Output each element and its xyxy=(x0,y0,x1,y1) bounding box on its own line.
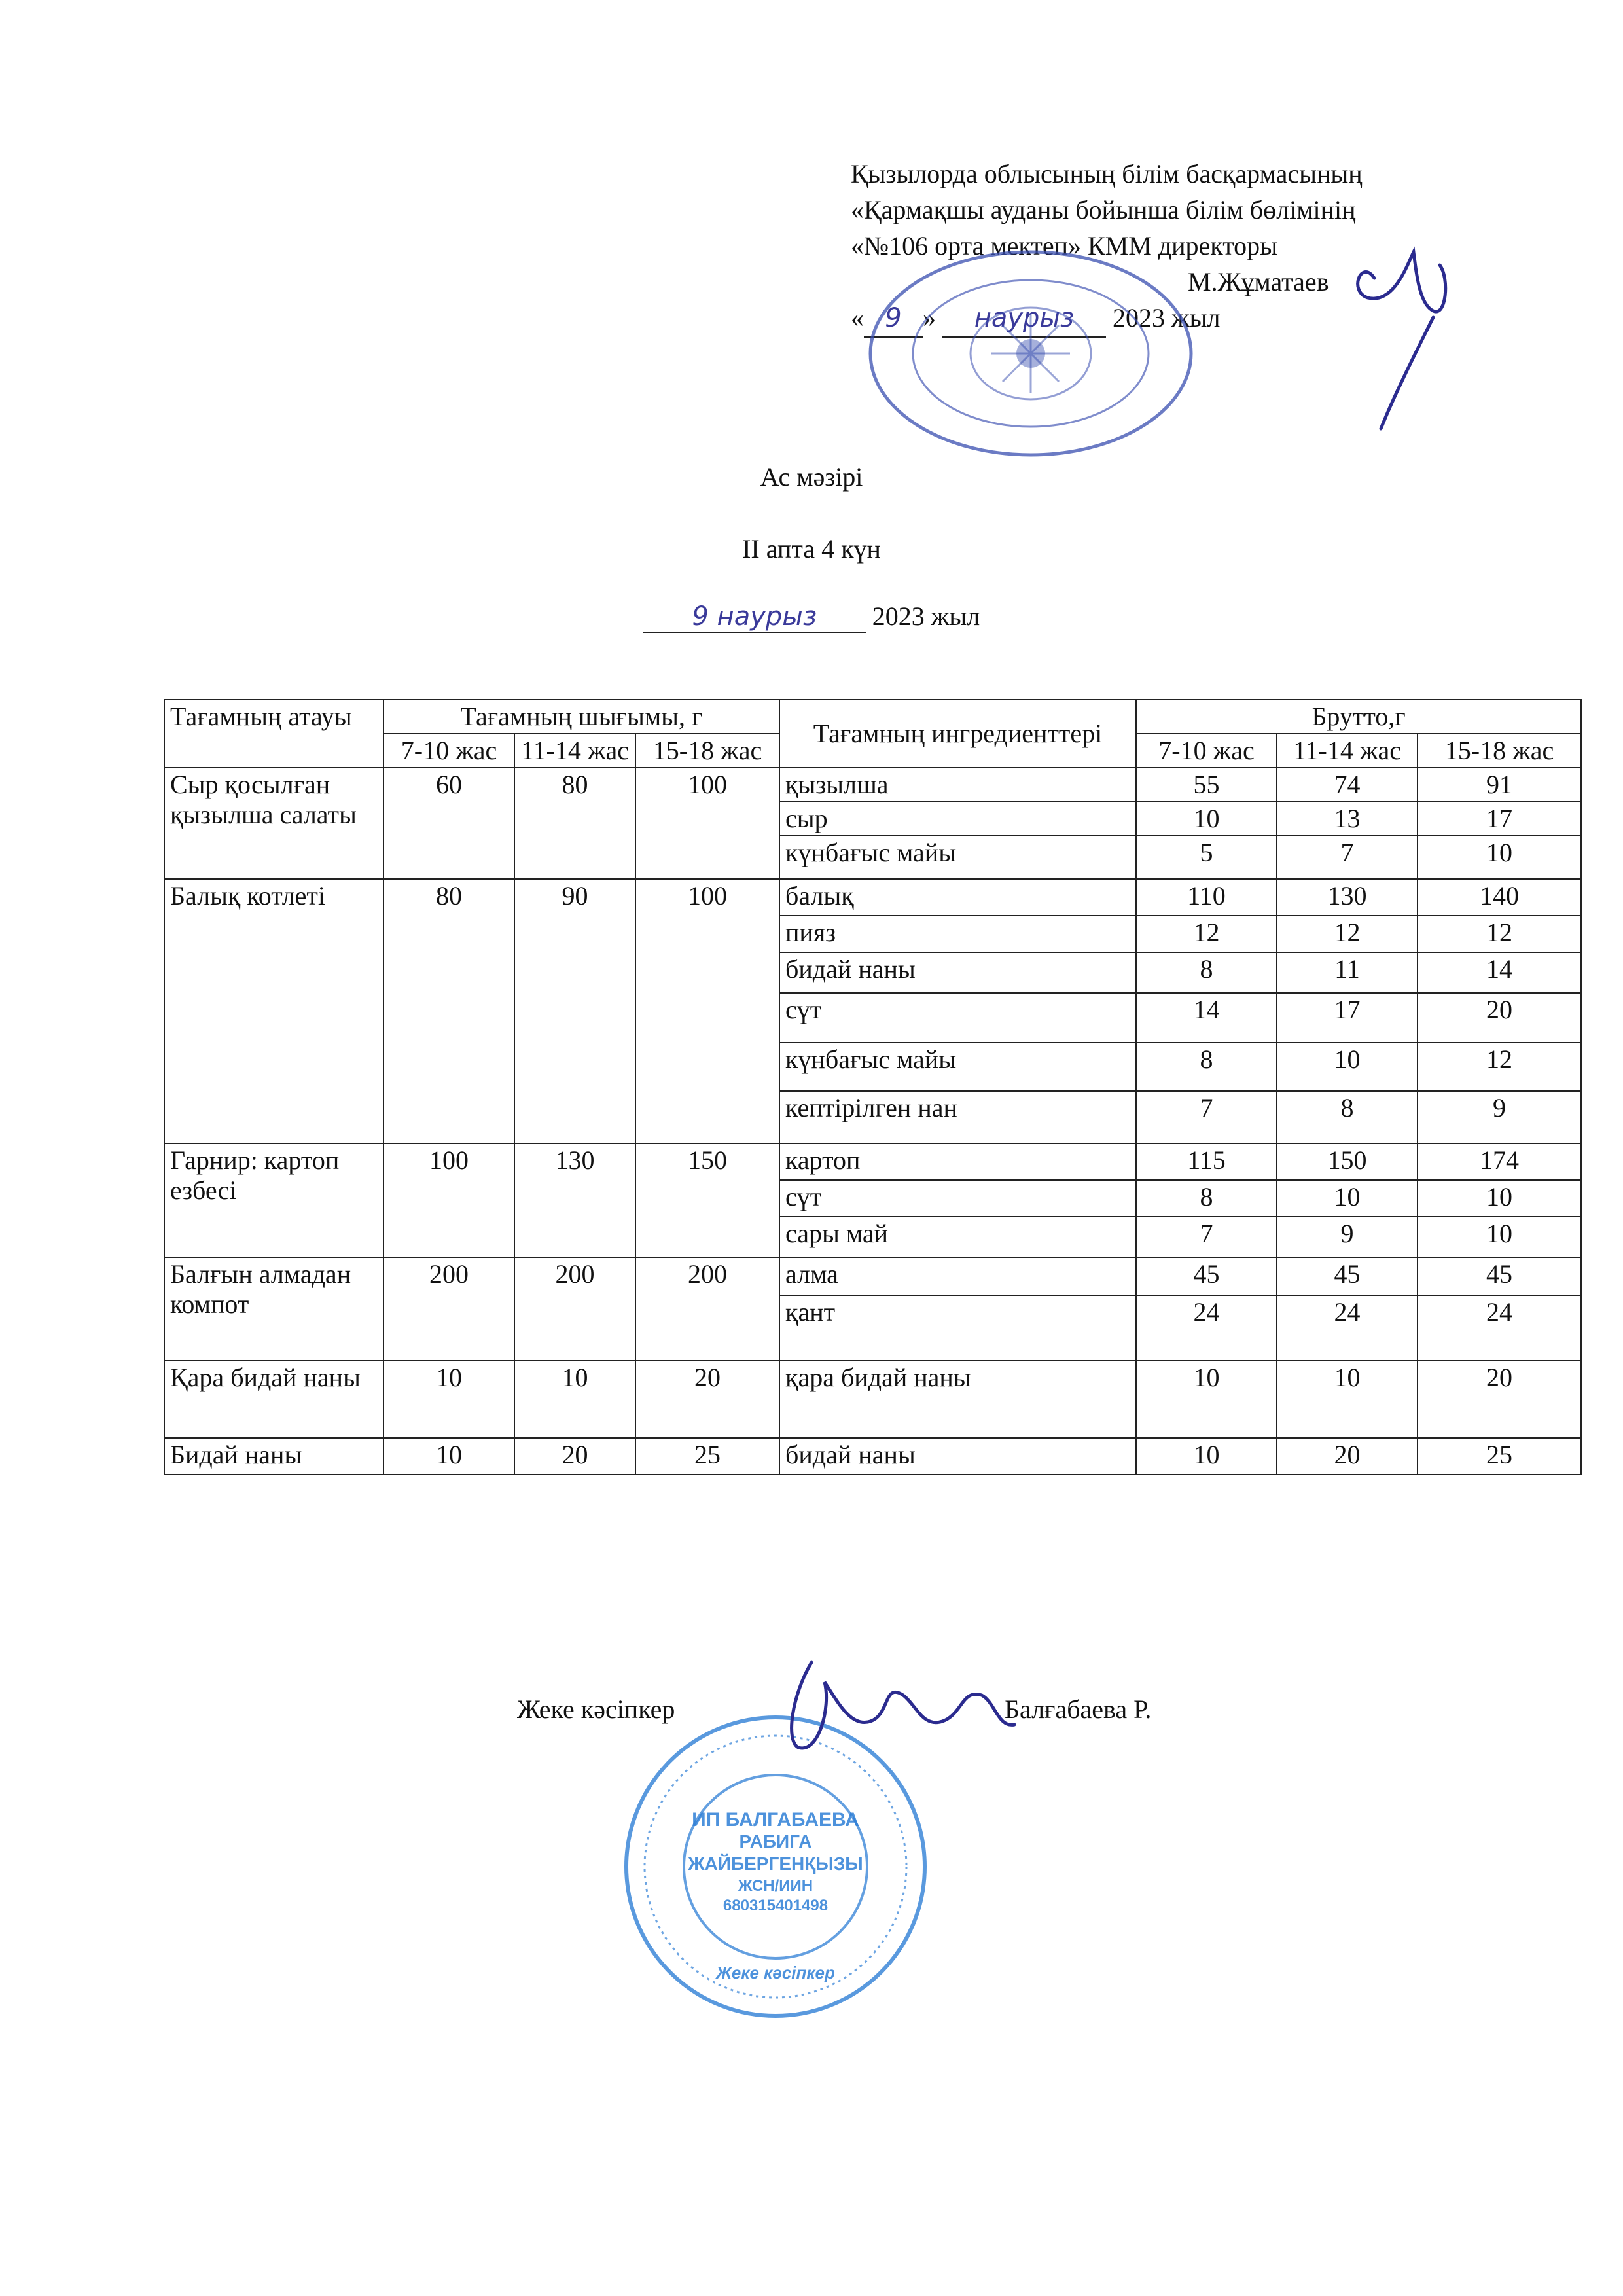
brutto-11-14: 10 xyxy=(1277,1180,1418,1217)
output-11-14: 20 xyxy=(514,1438,635,1475)
brutto-7-10: 8 xyxy=(1136,1043,1277,1091)
dish-name: Сыр қосылған қызылша салаты xyxy=(164,768,383,879)
date-quote-open: « xyxy=(851,303,864,332)
ingredient-name: пияз xyxy=(779,916,1136,952)
output-7-10: 80 xyxy=(383,879,514,1143)
director-signature xyxy=(1335,239,1466,435)
ingredient-name: сыр xyxy=(779,802,1136,836)
brutto-7-10: 24 xyxy=(1136,1295,1277,1361)
menu-title: Ас мәзірі xyxy=(760,462,863,492)
brutto-15-18: 24 xyxy=(1418,1295,1581,1361)
brutto-7-10: 5 xyxy=(1136,836,1277,879)
brutto-11-14: 17 xyxy=(1277,993,1418,1043)
output-15-18: 25 xyxy=(635,1438,779,1475)
brutto-15-18: 10 xyxy=(1418,1217,1581,1257)
date-day: 9 xyxy=(864,300,923,338)
stamp-text-bottom: Жеке кәсіпкер xyxy=(716,1963,835,1982)
header-brutto-age-7-10: 7-10 жас xyxy=(1136,734,1277,768)
output-7-10: 200 xyxy=(383,1257,514,1361)
header-brutto: Брутто,г xyxy=(1136,700,1581,734)
dish-name: Қара бидай наны xyxy=(164,1361,383,1438)
brutto-11-14: 150 xyxy=(1277,1143,1418,1180)
stamp-text-2: РАБИГА xyxy=(739,1831,812,1852)
header-output-age-15-18: 15-18 жас xyxy=(635,734,779,768)
table-row xyxy=(164,879,1581,916)
entrepreneur-signature xyxy=(772,1643,1021,1774)
brutto-11-14: 7 xyxy=(1277,836,1418,879)
menu-table xyxy=(164,699,1582,1475)
ingredient-name: кептірілген нан xyxy=(779,1091,1136,1143)
brutto-15-18: 140 xyxy=(1418,879,1581,916)
header-brutto-age-15-18: 15-18 жас xyxy=(1418,734,1581,768)
brutto-7-10: 45 xyxy=(1136,1257,1277,1295)
dish-name: Гарнир: картоп езбесі xyxy=(164,1143,383,1257)
brutto-15-18: 45 xyxy=(1418,1257,1581,1295)
stamp-text-3: ЖАЙБЕРГЕНҚЫЗЫ xyxy=(688,1854,863,1874)
brutto-7-10: 115 xyxy=(1136,1143,1277,1180)
brutto-11-14: 11 xyxy=(1277,952,1418,993)
brutto-7-10: 7 xyxy=(1136,1217,1277,1257)
director-name: М.Жұматаев xyxy=(1188,267,1329,296)
ingredient-name: күнбағыс майы xyxy=(779,836,1136,879)
brutto-11-14: 10 xyxy=(1277,1043,1418,1091)
ingredient-name: сары май xyxy=(779,1217,1136,1257)
brutto-11-14: 130 xyxy=(1277,879,1418,916)
approval-line-1: Қызылорда облысының білім басқармасының xyxy=(851,159,1363,188)
ingredient-name: қара бидай наны xyxy=(779,1361,1136,1438)
output-7-10: 10 xyxy=(383,1438,514,1475)
header-output-age-7-10: 7-10 жас xyxy=(383,734,514,768)
entrepreneur-name: Балғабаева Р. xyxy=(1005,1695,1152,1724)
school-stamp xyxy=(864,245,1198,461)
brutto-15-18: 14 xyxy=(1418,952,1581,993)
output-15-18: 200 xyxy=(635,1257,779,1361)
brutto-15-18: 9 xyxy=(1418,1091,1581,1143)
ingredient-name: картоп xyxy=(779,1143,1136,1180)
brutto-15-18: 174 xyxy=(1418,1143,1581,1180)
output-11-14: 80 xyxy=(514,768,635,879)
brutto-15-18: 20 xyxy=(1418,1361,1581,1438)
table-row xyxy=(164,1143,1581,1180)
ingredient-name: қант xyxy=(779,1295,1136,1361)
output-11-14: 200 xyxy=(514,1257,635,1361)
brutto-15-18: 20 xyxy=(1418,993,1581,1043)
date-quote-close: » xyxy=(923,303,936,332)
ingredient-name: күнбағыс майы xyxy=(779,1043,1136,1091)
brutto-15-18: 91 xyxy=(1418,768,1581,802)
week-day: II апта 4 күн xyxy=(742,534,881,564)
brutto-15-18: 10 xyxy=(1418,1180,1581,1217)
brutto-15-18: 12 xyxy=(1418,916,1581,952)
header-ingredients: Тағамның ингредиенттері xyxy=(779,700,1136,768)
ingredient-name: бидай наны xyxy=(779,952,1136,993)
stamp-text-5: 680315401498 xyxy=(722,1897,829,1914)
brutto-11-14: 13 xyxy=(1277,802,1418,836)
ingredient-name: бидай наны xyxy=(779,1438,1136,1475)
approval-line-3: «№106 орта мектеп» КММ директоры xyxy=(851,231,1278,260)
header-dish-name: Тағамның атауы xyxy=(164,700,383,768)
brutto-15-18: 25 xyxy=(1418,1438,1581,1475)
ingredient-name: алма xyxy=(779,1257,1136,1295)
brutto-7-10: 10 xyxy=(1136,1438,1277,1475)
menu-date-year: 2023 жыл xyxy=(872,601,980,631)
brutto-11-14: 20 xyxy=(1277,1438,1418,1475)
brutto-7-10: 8 xyxy=(1136,1180,1277,1217)
output-11-14: 130 xyxy=(514,1143,635,1257)
brutto-11-14: 24 xyxy=(1277,1295,1418,1361)
ingredient-name: балық xyxy=(779,879,1136,916)
table-row xyxy=(164,1257,1581,1295)
brutto-7-10: 14 xyxy=(1136,993,1277,1043)
brutto-11-14: 45 xyxy=(1277,1257,1418,1295)
table-row xyxy=(164,1361,1581,1438)
brutto-15-18: 10 xyxy=(1418,836,1581,879)
brutto-11-14: 74 xyxy=(1277,768,1418,802)
approval-line-2: «Қармақшы ауданы бойынша білім бөлімінің xyxy=(851,195,1356,224)
ingredient-name: қызылша xyxy=(779,768,1136,802)
stamp-text-1: ИП БАЛГАБАЕВА xyxy=(692,1809,859,1831)
brutto-7-10: 12 xyxy=(1136,916,1277,952)
brutto-11-14: 8 xyxy=(1277,1091,1418,1143)
menu-body xyxy=(164,768,1581,1475)
table-row xyxy=(164,768,1581,802)
output-11-14: 10 xyxy=(514,1361,635,1438)
header-brutto-age-11-14: 11-14 жас xyxy=(1277,734,1418,768)
output-15-18: 100 xyxy=(635,879,779,1143)
brutto-7-10: 10 xyxy=(1136,802,1277,836)
output-7-10: 100 xyxy=(383,1143,514,1257)
brutto-7-10: 8 xyxy=(1136,952,1277,993)
stamp-text-4: ЖСН/ИИН xyxy=(738,1877,813,1895)
brutto-7-10: 55 xyxy=(1136,768,1277,802)
brutto-11-14: 10 xyxy=(1277,1361,1418,1438)
ingredient-name: сүт xyxy=(779,1180,1136,1217)
table-row xyxy=(164,1438,1581,1475)
brutto-15-18: 12 xyxy=(1418,1043,1581,1091)
ingredient-name: сүт xyxy=(779,993,1136,1043)
header-output: Тағамның шығымы, г xyxy=(383,700,779,734)
brutto-7-10: 10 xyxy=(1136,1361,1277,1438)
school-stamp-graphic xyxy=(864,245,1198,461)
output-15-18: 150 xyxy=(635,1143,779,1257)
menu-date-hand: 9 наурыз xyxy=(643,601,866,633)
header-output-age-11-14: 11-14 жас xyxy=(514,734,635,768)
date-year: 2023 жыл xyxy=(1113,303,1221,332)
date-month: наурыз xyxy=(942,300,1106,338)
menu-date xyxy=(0,601,1623,633)
output-15-18: 20 xyxy=(635,1361,779,1438)
brutto-15-18: 17 xyxy=(1418,802,1581,836)
dish-name: Балғын алмадан компот xyxy=(164,1257,383,1361)
brutto-7-10: 110 xyxy=(1136,879,1277,916)
dish-name: Бидай наны xyxy=(164,1438,383,1475)
output-7-10: 10 xyxy=(383,1361,514,1438)
brutto-7-10: 7 xyxy=(1136,1091,1277,1143)
brutto-11-14: 12 xyxy=(1277,916,1418,952)
dish-name: Балық котлеті xyxy=(164,879,383,1143)
output-7-10: 60 xyxy=(383,768,514,879)
brutto-11-14: 9 xyxy=(1277,1217,1418,1257)
entrepreneur-role: Жеке кәсіпкер xyxy=(517,1695,675,1724)
output-11-14: 90 xyxy=(514,879,635,1143)
output-15-18: 100 xyxy=(635,768,779,879)
